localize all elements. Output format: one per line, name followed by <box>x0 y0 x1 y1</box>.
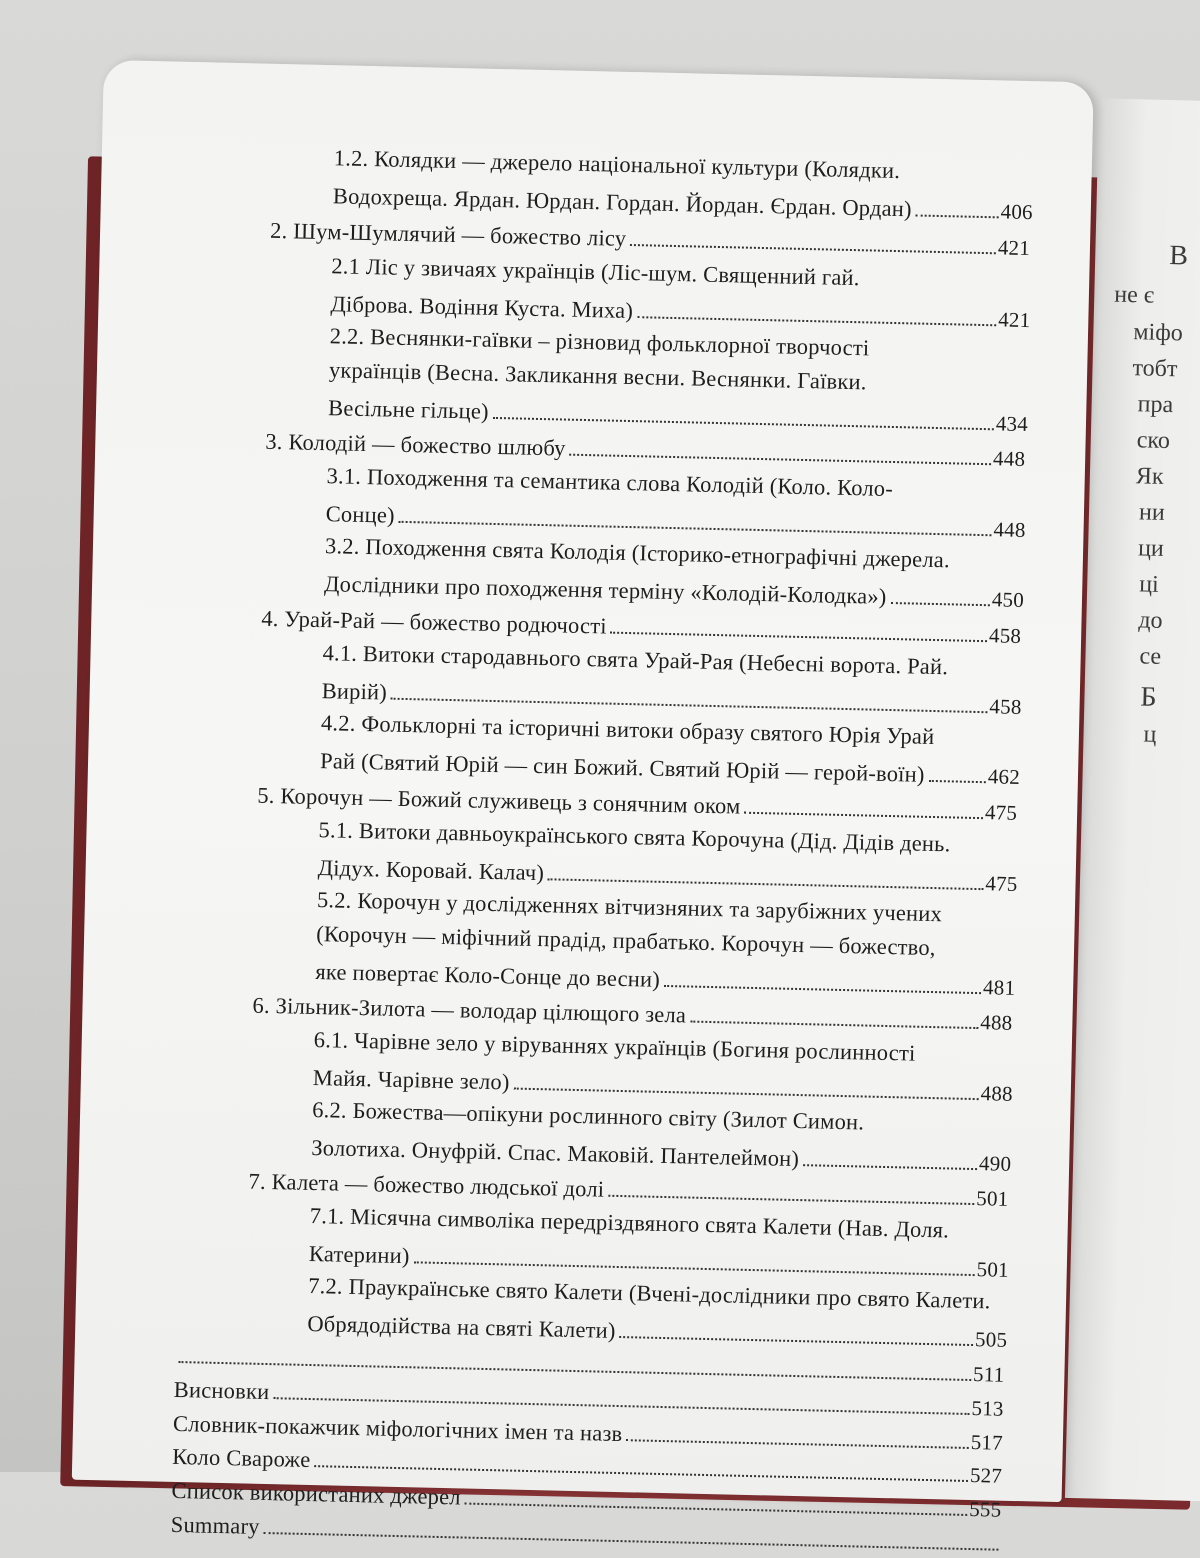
right-page-text: пра <box>1137 391 1174 419</box>
right-page-text: ці <box>1138 571 1160 598</box>
right-page-text: ци <box>1137 535 1165 562</box>
toc-page-number: 513 <box>971 1396 1004 1421</box>
dot-leader <box>690 1021 978 1030</box>
right-page-text: не є <box>1114 281 1155 309</box>
toc-entry-text-line: 4.2. Фольклорні та історичні витоки образу святого Юрія Урай <box>320 710 935 750</box>
toc-entry-title: Дідух. Коровай. Калач) <box>317 855 545 886</box>
dot-leader <box>630 244 996 254</box>
toc-page-number: 421 <box>997 307 1031 333</box>
right-page-text: ни <box>1138 499 1166 526</box>
dot-leader <box>637 316 996 326</box>
toc-entry-title: Золотиха. Онуфрій. Спас. Маковій. Пантелеймон) <box>311 1134 800 1172</box>
toc-entry-title: Рай (Святий Юрій — син Божий. Святий Юрій — герой-воїн) <box>319 748 925 787</box>
toc-page-number: 490 <box>978 1151 1012 1176</box>
toc-page-number: 475 <box>984 800 1018 825</box>
toc-entry-title: Майя. Чарівне зело) <box>312 1065 510 1095</box>
toc-entry-title: Коло Сварожe <box>172 1443 311 1473</box>
toc-entry-text-line: 2.2. Веснянки-гаївки – різновид фольклорної творчості <box>329 323 870 361</box>
toc-entry-title: Висновки <box>173 1376 270 1405</box>
right-page-text: В <box>1168 240 1189 272</box>
toc-entry-title: Діброва. Водіння Куста. Миха) <box>330 291 634 324</box>
right-page-text: до <box>1138 607 1163 634</box>
dot-leader <box>626 1439 968 1449</box>
toc-page-number: 488 <box>980 1081 1014 1106</box>
toc-entry-text-line: 4.1. Витоки стародавнього свята Урай-Рая (Небесні ворота. Рай. <box>322 640 949 680</box>
dot-leader <box>916 214 999 218</box>
toc-page-number: 488 <box>980 1010 1013 1035</box>
toc-page-number: 555 <box>968 1497 1002 1522</box>
dot-leader <box>664 985 981 994</box>
toc-page-number: 527 <box>969 1463 1003 1488</box>
dot-leader <box>570 454 991 466</box>
toc-entry-text-line: 6.1. Чарівне зело у віруваннях українців (Богиня рослинності <box>313 1027 916 1066</box>
toc-page-number: 505 <box>974 1327 1008 1352</box>
toc-entry-title: Вирій) <box>321 678 388 705</box>
toc-entry-title: Сонце) <box>325 501 396 528</box>
toc-page-number: 462 <box>987 764 1021 789</box>
toc-entry-title: Водохреща. Ярдан. Юрдан. Гордан. Йордан. Єрдан. Ордан) <box>332 183 913 222</box>
dot-leader <box>548 878 983 890</box>
right-page-text: ц <box>1143 721 1157 748</box>
toc-entry-title: 6. Зільник-Зилота — володар цілющого зела <box>252 992 687 1028</box>
dot-leader <box>399 521 992 536</box>
toc-entry-text-line: 6.2. Божества—опікуни рослинного світу (Зилот Симон. <box>311 1096 865 1135</box>
toc-entry-title: яке повертає Коло-Сонце до весни) <box>315 959 661 992</box>
toc-page-number: 458 <box>988 623 1022 648</box>
toc-page-number: 448 <box>993 517 1026 543</box>
toc-entry-title: Дослідники про походження терміну «Колодій-Колодка») <box>323 571 887 609</box>
toc-entry-text-line: 5.1. Витоки давньоукраїнського свята Корочуна (Дід. Дідів день. <box>318 817 951 857</box>
toc-entry-title: Словник-покажчик міфологічних імен та назв <box>172 1410 623 1447</box>
toc-entry-title: Summary <box>170 1511 260 1539</box>
right-page-text: тобт <box>1132 355 1178 383</box>
dot-leader <box>264 1532 999 1551</box>
toc-page-number: 434 <box>995 411 1029 437</box>
toc-page-number: 517 <box>970 1430 1004 1455</box>
dot-leader <box>890 602 989 606</box>
toc-entry-text-line: 7.2. Праукраїнське свято Калети (Вчені-дослідники про свято Калети. <box>307 1272 991 1314</box>
toc-entry-title: 4. Урай-Рай — божество родючості <box>261 605 608 639</box>
toc-page-number: 448 <box>992 446 1026 471</box>
toc-entry-text-line: (Корочун — міфічний прадід, прабатько. Корочун — божество, <box>315 921 936 961</box>
dot-leader <box>611 632 987 643</box>
toc-entry-text-line: українців (Весна. Закликання весни. Веснянки. Гаївки. <box>328 357 867 395</box>
toc-page-number: 421 <box>997 235 1031 261</box>
toc-entry-title: 7. Калета — божество людської долі <box>248 1168 605 1202</box>
right-page-text: ско <box>1136 427 1171 455</box>
toc-entry-text-line: 5.2. Корочун у дослідженнях вітчизняних та зарубіжних учених <box>316 887 943 927</box>
toc-page-number: 406 <box>1000 199 1034 225</box>
toc-entry-text-line: 3.2. Походження свята Колодія (Історико-етнографічні джерела. <box>324 533 951 573</box>
dot-leader <box>391 698 987 714</box>
toc-entry-title: Список використаних джерел <box>171 1477 462 1510</box>
dot-leader <box>928 780 985 783</box>
dot-leader <box>493 417 994 430</box>
toc-entry-text-line: 2.1 Ліс у звичаях українців (Ліс-шум. Священний гай. <box>331 253 860 291</box>
toc-entry-title: Обрядодійства на святі Калети) <box>307 1310 616 1343</box>
toc-entry-title: Весільне гільце) <box>327 395 490 424</box>
toc-entry-title: 5. Корочун — Божий служивець з сонячним оком <box>257 782 741 819</box>
right-page-text: Як <box>1135 463 1164 490</box>
dot-leader <box>513 1088 978 1101</box>
toc-entry-title: 2. Шум-Шумлячий — божество лісу <box>269 217 627 251</box>
toc-page-number: 475 <box>985 871 1018 896</box>
right-page-text: міфо <box>1133 319 1184 347</box>
table-of-contents <box>72 60 1094 1539</box>
toc-entry-title: Катерини) <box>308 1240 410 1269</box>
toc-entry-title: 3. Колодій — божество шлюбу <box>265 428 566 461</box>
toc-entry-text-line: 3.1. Походження та семантика слова Колодій (Коло. Коло- <box>326 463 894 502</box>
dot-leader <box>744 812 983 819</box>
toc-page-number: 481 <box>982 975 1016 1000</box>
dot-leader <box>413 1261 974 1276</box>
dot-leader <box>608 1195 974 1205</box>
toc-page-number: 501 <box>976 1257 1010 1282</box>
toc-page-number: 511 <box>972 1362 1005 1387</box>
toc-page-number: 458 <box>989 694 1022 719</box>
right-page-text: Б <box>1140 681 1157 713</box>
dot-leader <box>619 1336 973 1346</box>
right-page-text: се <box>1139 643 1162 670</box>
toc-entry-text-line: 7.1. Місячна символіка передріздвяного свята Калети (Нав. Доля. <box>309 1202 950 1243</box>
toc-page-number: 501 <box>976 1186 1009 1211</box>
toc-entry-text-line: 1.2. Колядки — джерело національної культури (Колядки. <box>333 145 901 184</box>
toc-page <box>72 60 1094 1539</box>
dot-leader <box>803 1164 977 1170</box>
dot-leader <box>465 1503 968 1516</box>
toc-page-number: 450 <box>991 587 1025 613</box>
